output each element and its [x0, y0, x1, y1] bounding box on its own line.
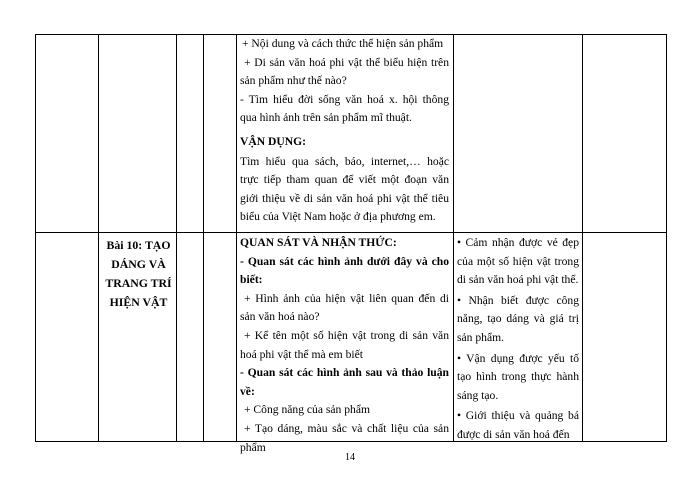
content-line: - Quan sát các hình ảnh sau và thảo luận về:	[240, 366, 449, 398]
requirement-item: • Cảm nhận được vẻ đẹp của một số hiện vật trong di sản văn hoá phi vật thể.	[457, 236, 579, 287]
col-border-1	[35, 34, 36, 442]
content-line: - Tìm hiểu đời sống văn hoá x. hội thông qua hình ảnh trên sản phẩm mĩ thuật.	[240, 92, 449, 125]
content-line: + Nội dung và cách thức thể hiện sản phẩm	[242, 37, 444, 50]
col-border-5	[236, 34, 237, 442]
row1-content-cell	[240, 35, 449, 227]
requirement-item: • Vận dụng được yếu tố tạo hình trong thực hành sáng tạo.	[457, 351, 579, 402]
col-border-7	[582, 34, 583, 442]
requirement-item: • Nhận biết được công năng, tạo dáng và giá trị sản phẩm.	[457, 293, 579, 344]
content-line: + Tạo dáng, màu sắc và chất liệu của sản phẩm	[240, 421, 449, 454]
col-border-6	[453, 34, 454, 442]
section-heading-van-dung: VẬN DỤNG:	[240, 134, 307, 148]
content-line: + Công năng của sản phẩm	[244, 403, 370, 417]
row-divider	[35, 232, 667, 233]
row2-content-cell	[240, 234, 449, 457]
lesson-title: Bài 10: TẠO DÁNG VÀ TRANG TRÍ HIỆN VẬT	[105, 238, 172, 309]
content-line: + Di sản văn hoá phi vật thể biểu hiện trên sản phẩm như thế nào?	[240, 55, 449, 88]
content-line: + Hình ảnh của hiện vật liên quan đến di sản văn hoá nào?	[240, 291, 449, 324]
col-border-2	[98, 34, 99, 442]
content-line: Tìm hiểu qua sách, báo, internet,… hoặc trực tiếp tham quan để viết một đoạn văn giới thiệu về di sản văn hoá phi vật thể tiêu biểu của Việt Nam hoặc ở địa phương em.	[240, 154, 449, 224]
requirement-item: • Giới thiệu và quảng bá được di sản văn hoá đến	[457, 409, 579, 440]
col-border-3	[176, 34, 177, 442]
row2-requirements-cell	[457, 234, 579, 440]
content-line: - Quan sát các hình ảnh dưới đây và cho biết:	[240, 254, 449, 287]
content-line: + Kể tên một số hiện vật trong di sản văn hoá phi vật thể mà em biết	[240, 328, 449, 361]
col-border-4	[203, 34, 204, 442]
page-number: 14	[345, 452, 355, 463]
col-border-8	[666, 34, 667, 442]
section-heading-quan-sat: QUAN SÁT VÀ NHẬN THỨC:	[240, 236, 397, 249]
